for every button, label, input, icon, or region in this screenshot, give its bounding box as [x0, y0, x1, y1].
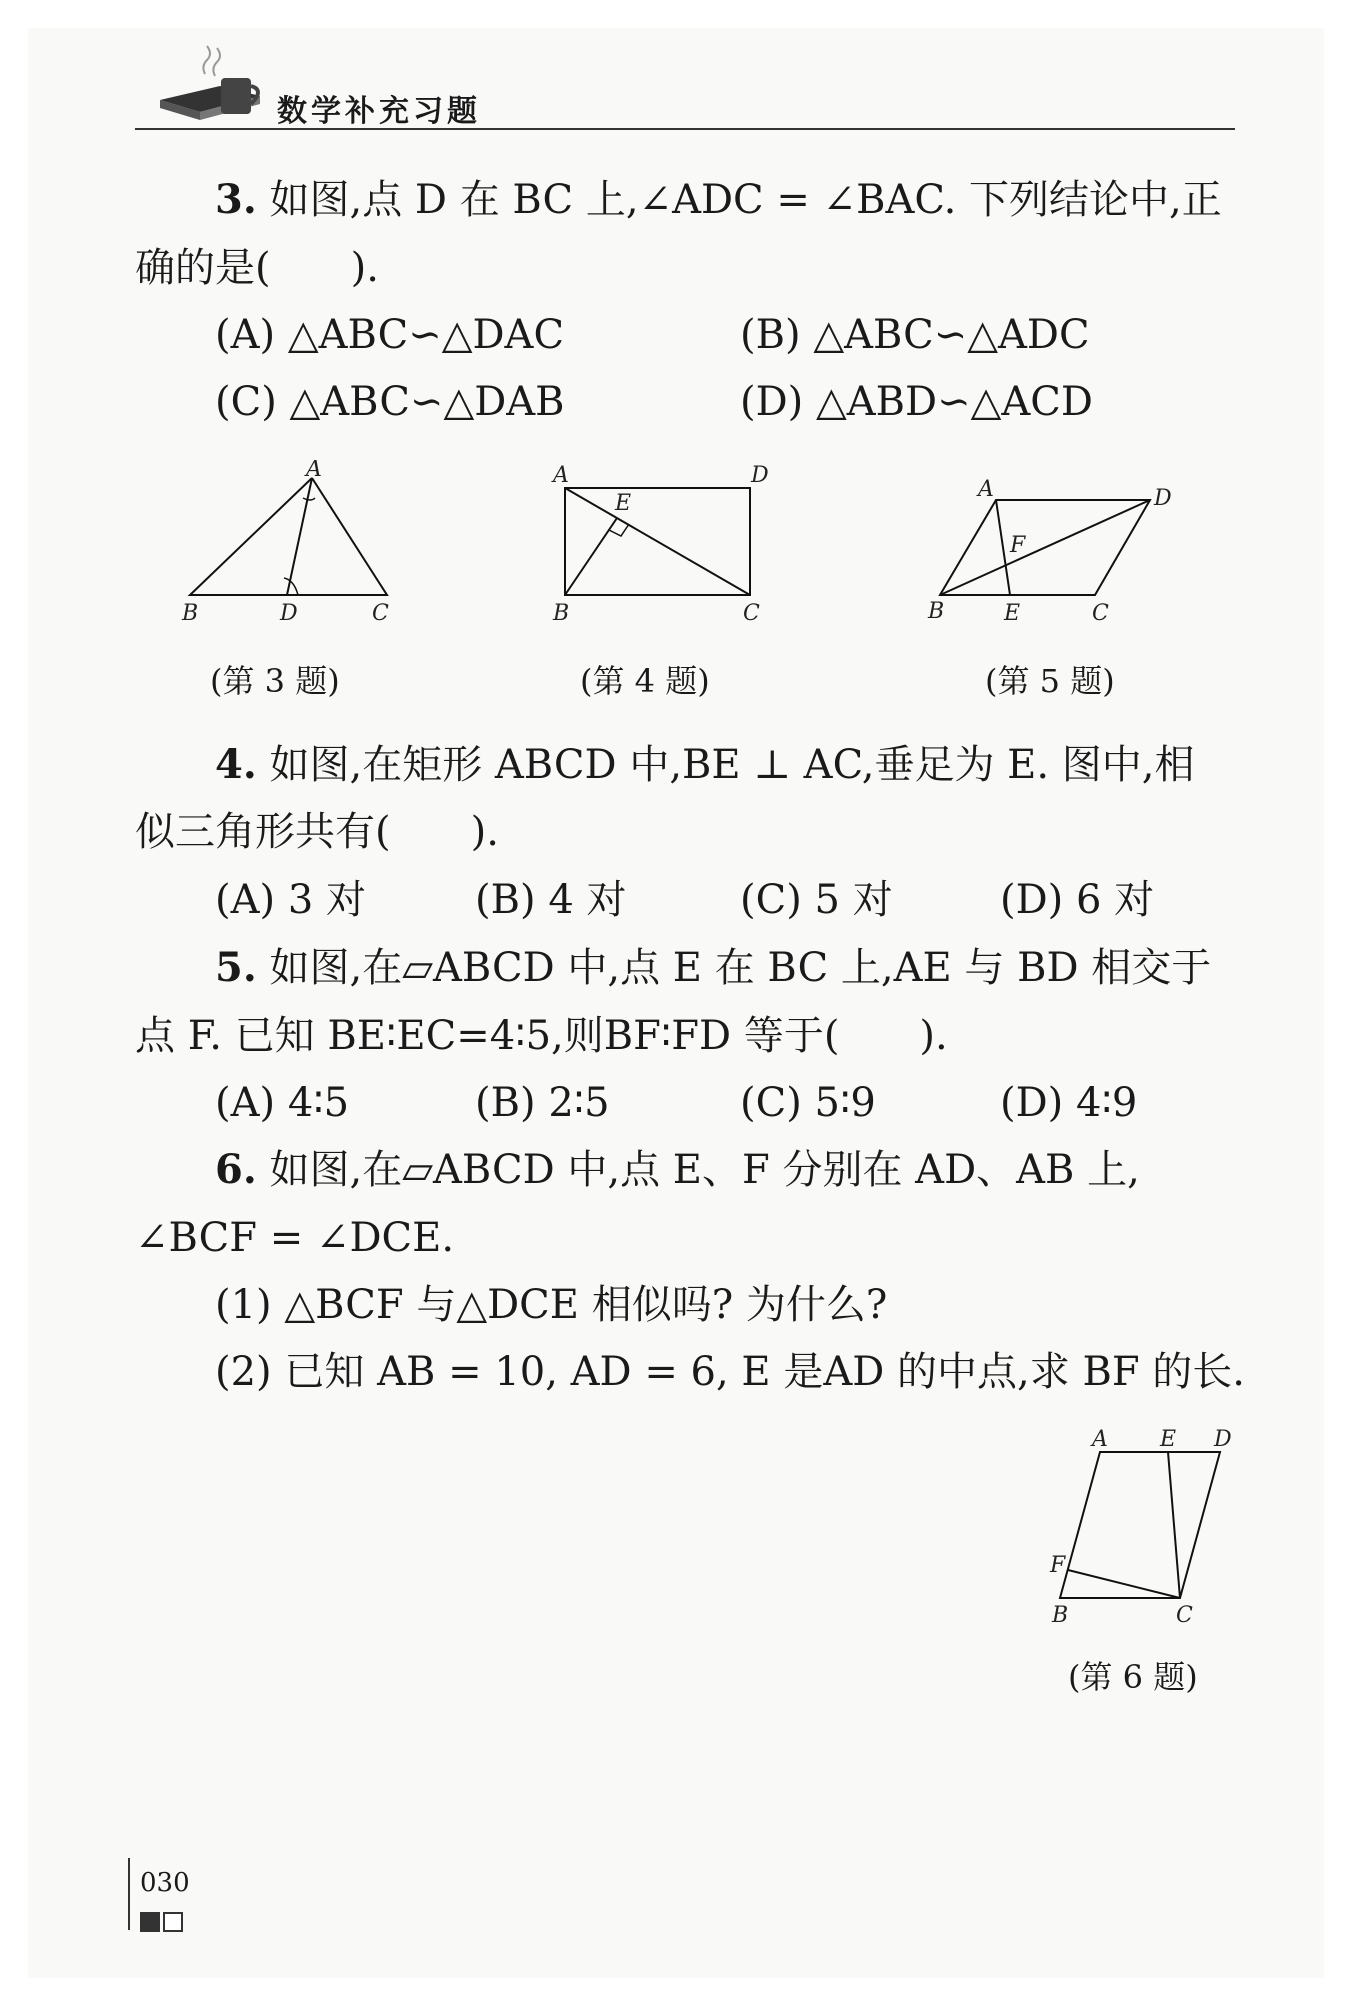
q5-line2: 点 F. 已知 BE∶EC=4∶5,则BF∶FD 等于( ).	[135, 1013, 948, 1059]
segment-ec	[1168, 1452, 1180, 1598]
q3-option-c: (C) △ABC∽△DAB	[215, 379, 565, 425]
label-e: E	[615, 491, 632, 516]
q6-line1: 6. 如图,在▱ABCD 中,点 E、F 分别在 AD、AB 上,	[215, 1146, 1140, 1193]
page-header	[135, 40, 1235, 130]
book-cup-icon	[155, 40, 285, 126]
q6-line2: ∠BCF = ∠DCE.	[135, 1215, 455, 1261]
figure-3-caption: (第 3 题)	[210, 662, 340, 700]
label-d: D	[1214, 1427, 1232, 1452]
q3-line1: 3. 如图,点 D 在 BC 上,∠ADC = ∠BAC. 下列结论中,正	[215, 176, 1222, 223]
header-title: 数学补充习题	[277, 94, 481, 129]
q5-option-d: (D) 4∶9	[1000, 1080, 1138, 1126]
label-c: C	[372, 601, 389, 626]
q5-option-a: (A) 4∶5	[215, 1080, 350, 1126]
segment-be	[565, 518, 617, 595]
q5-option-b: (B) 2∶5	[475, 1080, 610, 1126]
figure-5-caption: (第 5 题)	[985, 662, 1115, 700]
label-b: B	[928, 599, 945, 624]
label-c: C	[743, 601, 760, 626]
q4-line2: 似三角形共有( ).	[135, 809, 499, 855]
page-number: 030	[140, 1868, 190, 1898]
q4-number: 4.	[215, 741, 257, 788]
q3-line2: 确的是( ).	[135, 245, 379, 291]
figure-6-parallelogram	[1040, 1420, 1240, 1630]
q3-option-a: (A) △ABC∽△DAC	[215, 312, 565, 358]
label-a: A	[1092, 1427, 1108, 1452]
label-d: D	[280, 601, 298, 626]
q4-option-a: (A) 3 对	[215, 877, 366, 923]
q5-option-c: (C) 5∶9	[740, 1080, 876, 1126]
label-b: B	[553, 601, 570, 626]
q3-option-d: (D) △ABD∽△ACD	[740, 379, 1093, 425]
figure-6-caption: (第 6 题)	[1068, 1658, 1198, 1696]
label-f: F	[1050, 1553, 1066, 1578]
q6-sub1: (1) △BCF 与△DCE 相似吗? 为什么?	[215, 1282, 888, 1328]
angle-mark-a	[303, 498, 315, 500]
label-e: E	[1160, 1427, 1177, 1452]
filled-square-icon	[140, 1912, 160, 1932]
q4-option-c: (C) 5 对	[740, 877, 893, 923]
label-a: A	[978, 477, 994, 502]
figure-4-rectangle	[545, 460, 805, 630]
empty-square-icon	[163, 1912, 183, 1932]
parallelogram-abcd	[1060, 1452, 1220, 1598]
q6-number: 6.	[215, 1146, 257, 1193]
label-a: A	[553, 463, 569, 488]
label-c: C	[1176, 1603, 1193, 1628]
q4-option-d: (D) 6 对	[1000, 877, 1155, 923]
label-d: D	[1154, 486, 1172, 511]
label-f: F	[1010, 533, 1026, 558]
label-e: E	[1004, 601, 1021, 626]
diagonal-bd	[940, 500, 1150, 595]
segment-ae	[996, 500, 1010, 595]
q6-sub2: (2) 已知 AB = 10, AD = 6, E 是AD 的中点,求 BF 的长.	[215, 1349, 1246, 1395]
footer-rule	[128, 1858, 130, 1930]
q4-line1: 4. 如图,在矩形 ABCD 中,BE ⊥ AC,垂足为 E. 图中,相	[215, 741, 1195, 788]
label-a: A	[306, 460, 322, 482]
figure-4-caption: (第 4 题)	[580, 662, 710, 700]
q5-number: 5.	[215, 944, 257, 991]
q3-option-b: (B) △ABC∽△ADC	[740, 312, 1090, 358]
diagonal-ac	[565, 488, 750, 595]
label-b: B	[1052, 1603, 1069, 1628]
q4-option-b: (B) 4 对	[475, 877, 627, 923]
segment-fc	[1068, 1570, 1180, 1598]
header-rule	[135, 128, 1235, 130]
triangle-abc	[190, 478, 387, 595]
q5-line1: 5. 如图,在▱ABCD 中,点 E 在 BC 上,AE 与 BD 相交于	[215, 944, 1212, 991]
label-c: C	[1092, 601, 1109, 626]
figure-3-triangle	[172, 460, 412, 630]
segment-ad	[287, 478, 312, 595]
label-b: B	[182, 601, 199, 626]
label-d: D	[751, 463, 769, 488]
figure-5-parallelogram	[920, 460, 1200, 630]
q3-number: 3.	[215, 176, 257, 223]
